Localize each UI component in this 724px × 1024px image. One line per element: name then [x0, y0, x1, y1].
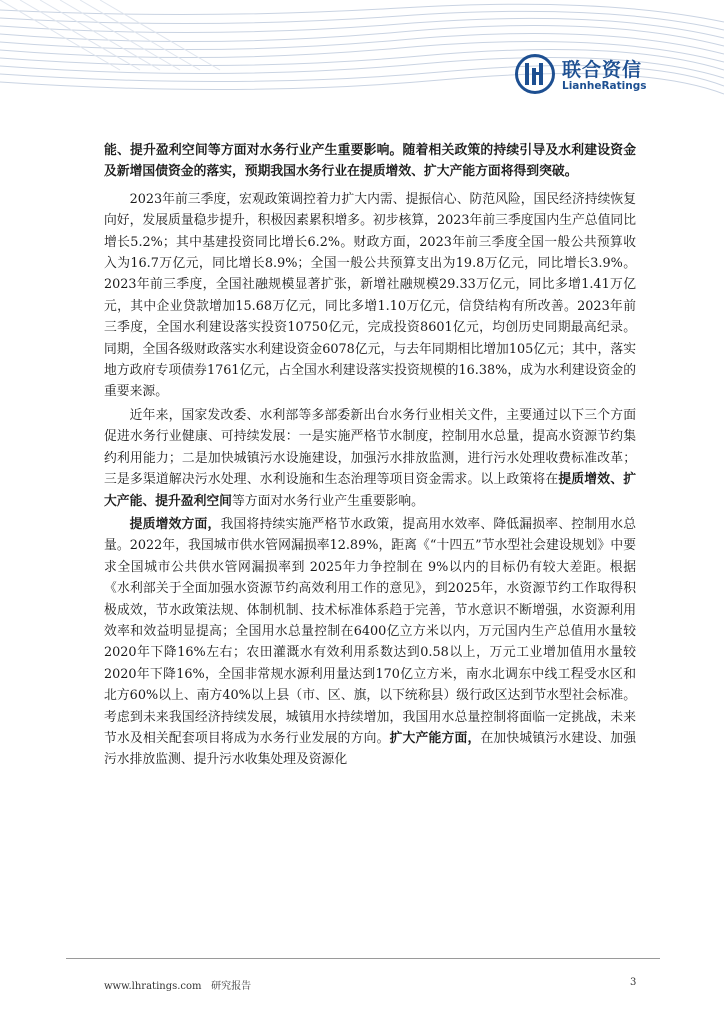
footer-section: 研究报告: [211, 981, 252, 992]
efficiency-text: 我国将持续实施严格节水政策，提高用水效率、降低漏损率、控制用水总量。2022年，我国城市供水管网漏损率12.89%，距离《“十四五”节水型社会建设规划》中要求全国城市公共供水管网漏损率到 2025年力争控制在 9%以内的目标仍有较大差距。根据《水利部关于全面加强水资源节约高效利用工作的意见》，到2025年，水资源节约工作取得积极成效，节水政策法规、体制机制、技术标准体系趋于完善，节水意识不断增强，水资源利用效率和效益明显提高；全国用水总量控制在6400亿立方米以内，万元国内生产总值用水量较2020年下降16%左右；农田灌溉水有效利用系数达到0.58以上，万元工业增加值用水量较2020年下降16%，全国非常规水源利用量达到170亿立方米，南水北调东中线工程受水区和北方60%以上、南方40%以上县（市、区、旗，以下统称县）级行政区达到节水型社会标准。考虑到未来我国经济持续发展，城镇用水持续增加，我国用水总量控制将面临一定挑战，未来节水及相关配套项目将成为水务行业发展的方向。: [104, 516, 637, 746]
company-logo: [515, 52, 690, 96]
lianhe-logo-icon: [515, 54, 555, 94]
report-body: [104, 140, 636, 771]
capacity-text: 在加快城镇污水建设、加强污水排放监测、提升污水收集处理及资源化: [104, 730, 637, 768]
logo-chinese-name: 联合资信: [562, 59, 643, 81]
page-number: 3: [630, 977, 637, 988]
efficiency-paragraph: [104, 514, 636, 771]
capacity-heading: 扩大产能方面，: [389, 730, 481, 746]
logo-english-name: LianheRatings: [562, 80, 647, 92]
efficiency-heading: 提质增效方面，: [129, 516, 221, 532]
footer-website: www.lhratings.com: [104, 981, 202, 992]
policy-highlight: 提质增效、扩大产能、提升盈利空间: [104, 472, 637, 509]
policy-paragraph: [104, 405, 636, 512]
macro-paragraph: 2023年前三季度，宏观政策调控着力扩大内需、提振信心、防范风险，国民经济持续恢复向好，发展质量稳步提升，积极因素累积增多。初步核算，2023年前三季度国内生产总值同比增长5.2%；其中基建投资同比增长6.2%。财政方面，2023年前三季度全国一般公共预算收入为16.7万亿元，同比增长8.9%；全国一般公共预算支出为19.8万亿元，同比增长3.9%。2023年前三季度，全国社融规模显著扩张，新增社融规模29.33万亿元，同比多增1.41万亿元，其中企业贷款增加15.68万亿元，同比多增1.10万亿元，信贷结构有所改善。2023年前三季度，全国水利建设落实投资10750亿元，完成投资8601亿元，均创历史同期最高纪录。同期，全国各级财政落实水利建设资金6078亿元，与去年同期相比增加105亿元；其中，落实地方政府专项债券1761亿元，占全国水利建设落实投资规模的16.38%，成为水利建设资金的重要来源。: [104, 191, 636, 400]
policy-text-b: 等方面对水务行业产生重要影响。: [231, 493, 424, 509]
policy-text-a: 近年来，国家发改委、水利部等多部委新出台水务行业相关文件，主要通过以下三个方面促进水务行业健康、可持续发展：一是实施严格节水制度，控制用水总量，提高水资源节约集约利用能力；二是加快城镇污水设施建设，加强污水排放监测，进行污水处理收费标准改革；三是多渠道解决污水处理、水利设施和生态治理等项目资金需求。以上政策将在: [104, 407, 636, 488]
lead-paragraph: 能、提升盈利空间等方面对水务行业产生重要影响。随着相关政策的持续引导及水利建设资金及新增国债资金的落实，预期我国水务行业在提质增效、扩大产能方面将得到突破。: [104, 143, 636, 180]
footer-info: [104, 977, 251, 992]
footer-divider: [66, 958, 660, 959]
